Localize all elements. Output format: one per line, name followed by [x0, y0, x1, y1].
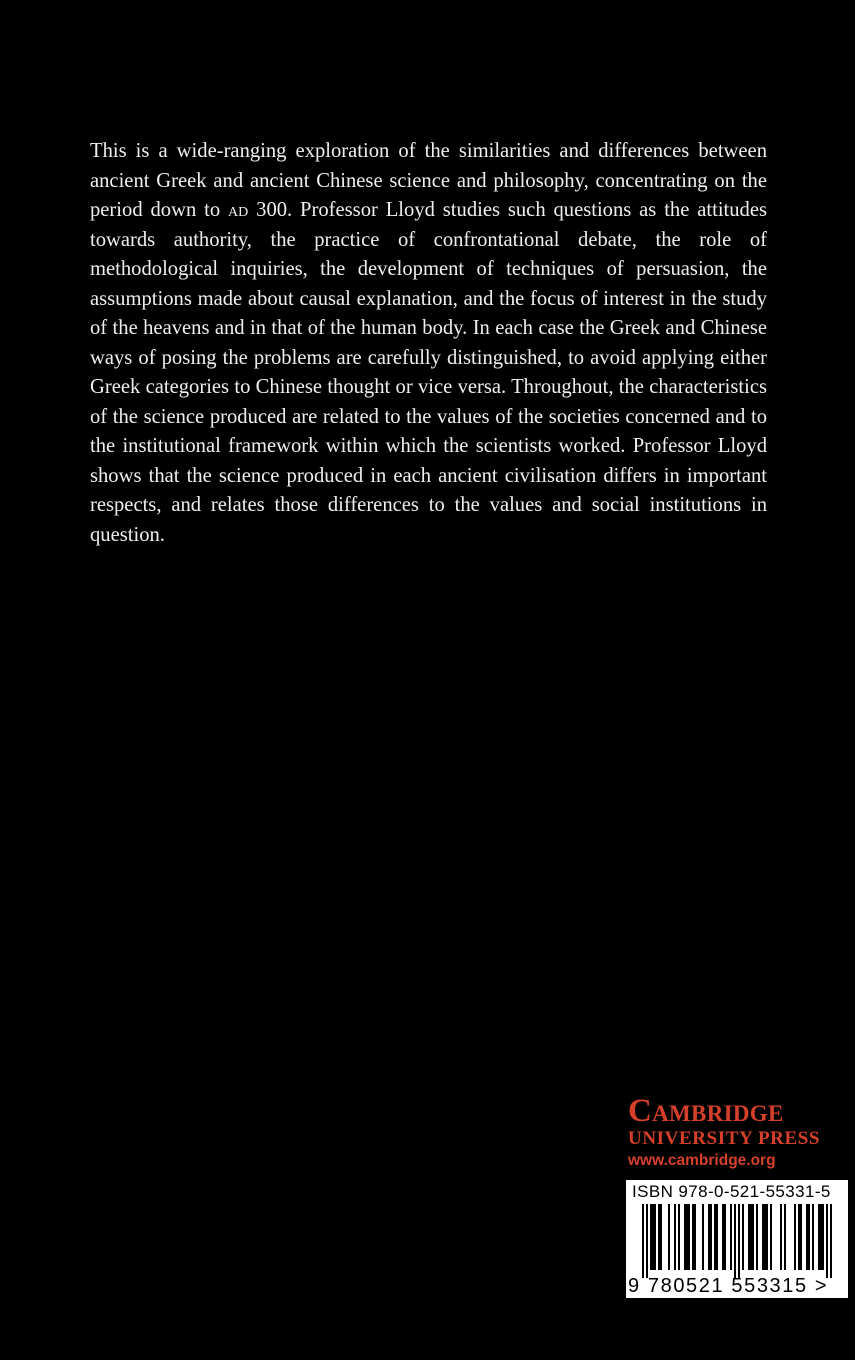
barcode-bar [752, 1204, 754, 1270]
barcode-bar [652, 1204, 654, 1270]
barcode-bar [784, 1204, 786, 1270]
barcode-bar [658, 1204, 660, 1270]
barcode-bar [692, 1204, 694, 1270]
barcode-bar [668, 1204, 670, 1270]
barcode-bar [716, 1204, 718, 1270]
barcode-bar [714, 1204, 716, 1270]
barcode-bar [800, 1204, 802, 1270]
barcode-bar [710, 1204, 712, 1270]
barcode-bar [770, 1204, 772, 1270]
barcode-bar [764, 1204, 766, 1270]
barcode-bar [806, 1204, 808, 1270]
barcode-bar [798, 1204, 800, 1270]
barcode-bar [724, 1204, 726, 1270]
barcode-bar [702, 1204, 704, 1270]
barcode-bar [694, 1204, 696, 1270]
barcode-bar [808, 1204, 810, 1270]
barcode-bar [642, 1204, 644, 1278]
barcode-bar [660, 1204, 662, 1270]
barcode-bar [826, 1204, 828, 1278]
barcode-bar [684, 1204, 686, 1270]
barcode-bar [750, 1204, 752, 1270]
back-cover-blurb [90, 137, 767, 550]
barcode-bar [650, 1204, 652, 1270]
barcode-bars [626, 1204, 848, 1278]
barcode-bar [722, 1204, 724, 1270]
barcode-bar [708, 1204, 710, 1270]
barcode-bar [678, 1204, 680, 1270]
barcode-bar [742, 1204, 744, 1270]
barcode-bar [766, 1204, 768, 1270]
barcode-bar [730, 1204, 732, 1270]
isbn-label: ISBN 978-0-521-55331-5 [632, 1182, 831, 1201]
blurb-era-abbreviation: ad [228, 199, 249, 221]
barcode-bar [738, 1204, 740, 1278]
barcode-bar [686, 1204, 688, 1270]
barcode-bar [756, 1204, 758, 1270]
barcode-bar [820, 1204, 822, 1270]
barcode-bar [646, 1204, 648, 1278]
barcode-bar [688, 1204, 690, 1270]
publisher-website: www.cambridge.org [628, 1152, 776, 1169]
barcode-bar [830, 1204, 832, 1278]
barcode-digits: 9 780521 553315 > [628, 1275, 829, 1297]
barcode-bar [762, 1204, 764, 1270]
publisher-subtitle: UNIVERSITY PRESS [628, 1128, 821, 1149]
barcode-bar [734, 1204, 736, 1278]
barcode-bar [780, 1204, 782, 1270]
publisher-logo [628, 1094, 852, 1172]
publisher-name: Cambridge [628, 1093, 784, 1129]
barcode-bar [674, 1204, 676, 1270]
blurb-text-part2: 300. Professor Lloyd studies such questions as the attitudes towards authority, the practice of confrontational debate, the role of methodological inquiries, the development of techniques of persuasion, the assumptions made about causal explanation, and the focus of interest in the study of the heavens and in that of the human body. In each case the Greek and Chinese ways of posing the problems are carefully distinguished, to avoid applying either Greek categories to Chinese thought or vice versa. Throughout, the characteristics of the science produced are related to the values of the societies concerned and to the institutional framework within which the scientists worked. Professor Lloyd shows that the science produced in each ancient civilisation differs in important respects, and relates those differences to the values and social institutions in question. [90, 199, 768, 546]
barcode-bar [812, 1204, 814, 1270]
barcode-bar [818, 1204, 820, 1270]
isbn-barcode [626, 1180, 848, 1298]
blurb-text-part1: This is a wide-ranging exploration of the similarities and differences between ancient Greek and ancient Chinese science and philosophy, concentrating on the period down to [90, 140, 767, 221]
barcode-bar [748, 1204, 750, 1270]
barcode-bar [654, 1204, 656, 1270]
barcode-bar [794, 1204, 796, 1270]
barcode-bar [822, 1204, 824, 1270]
